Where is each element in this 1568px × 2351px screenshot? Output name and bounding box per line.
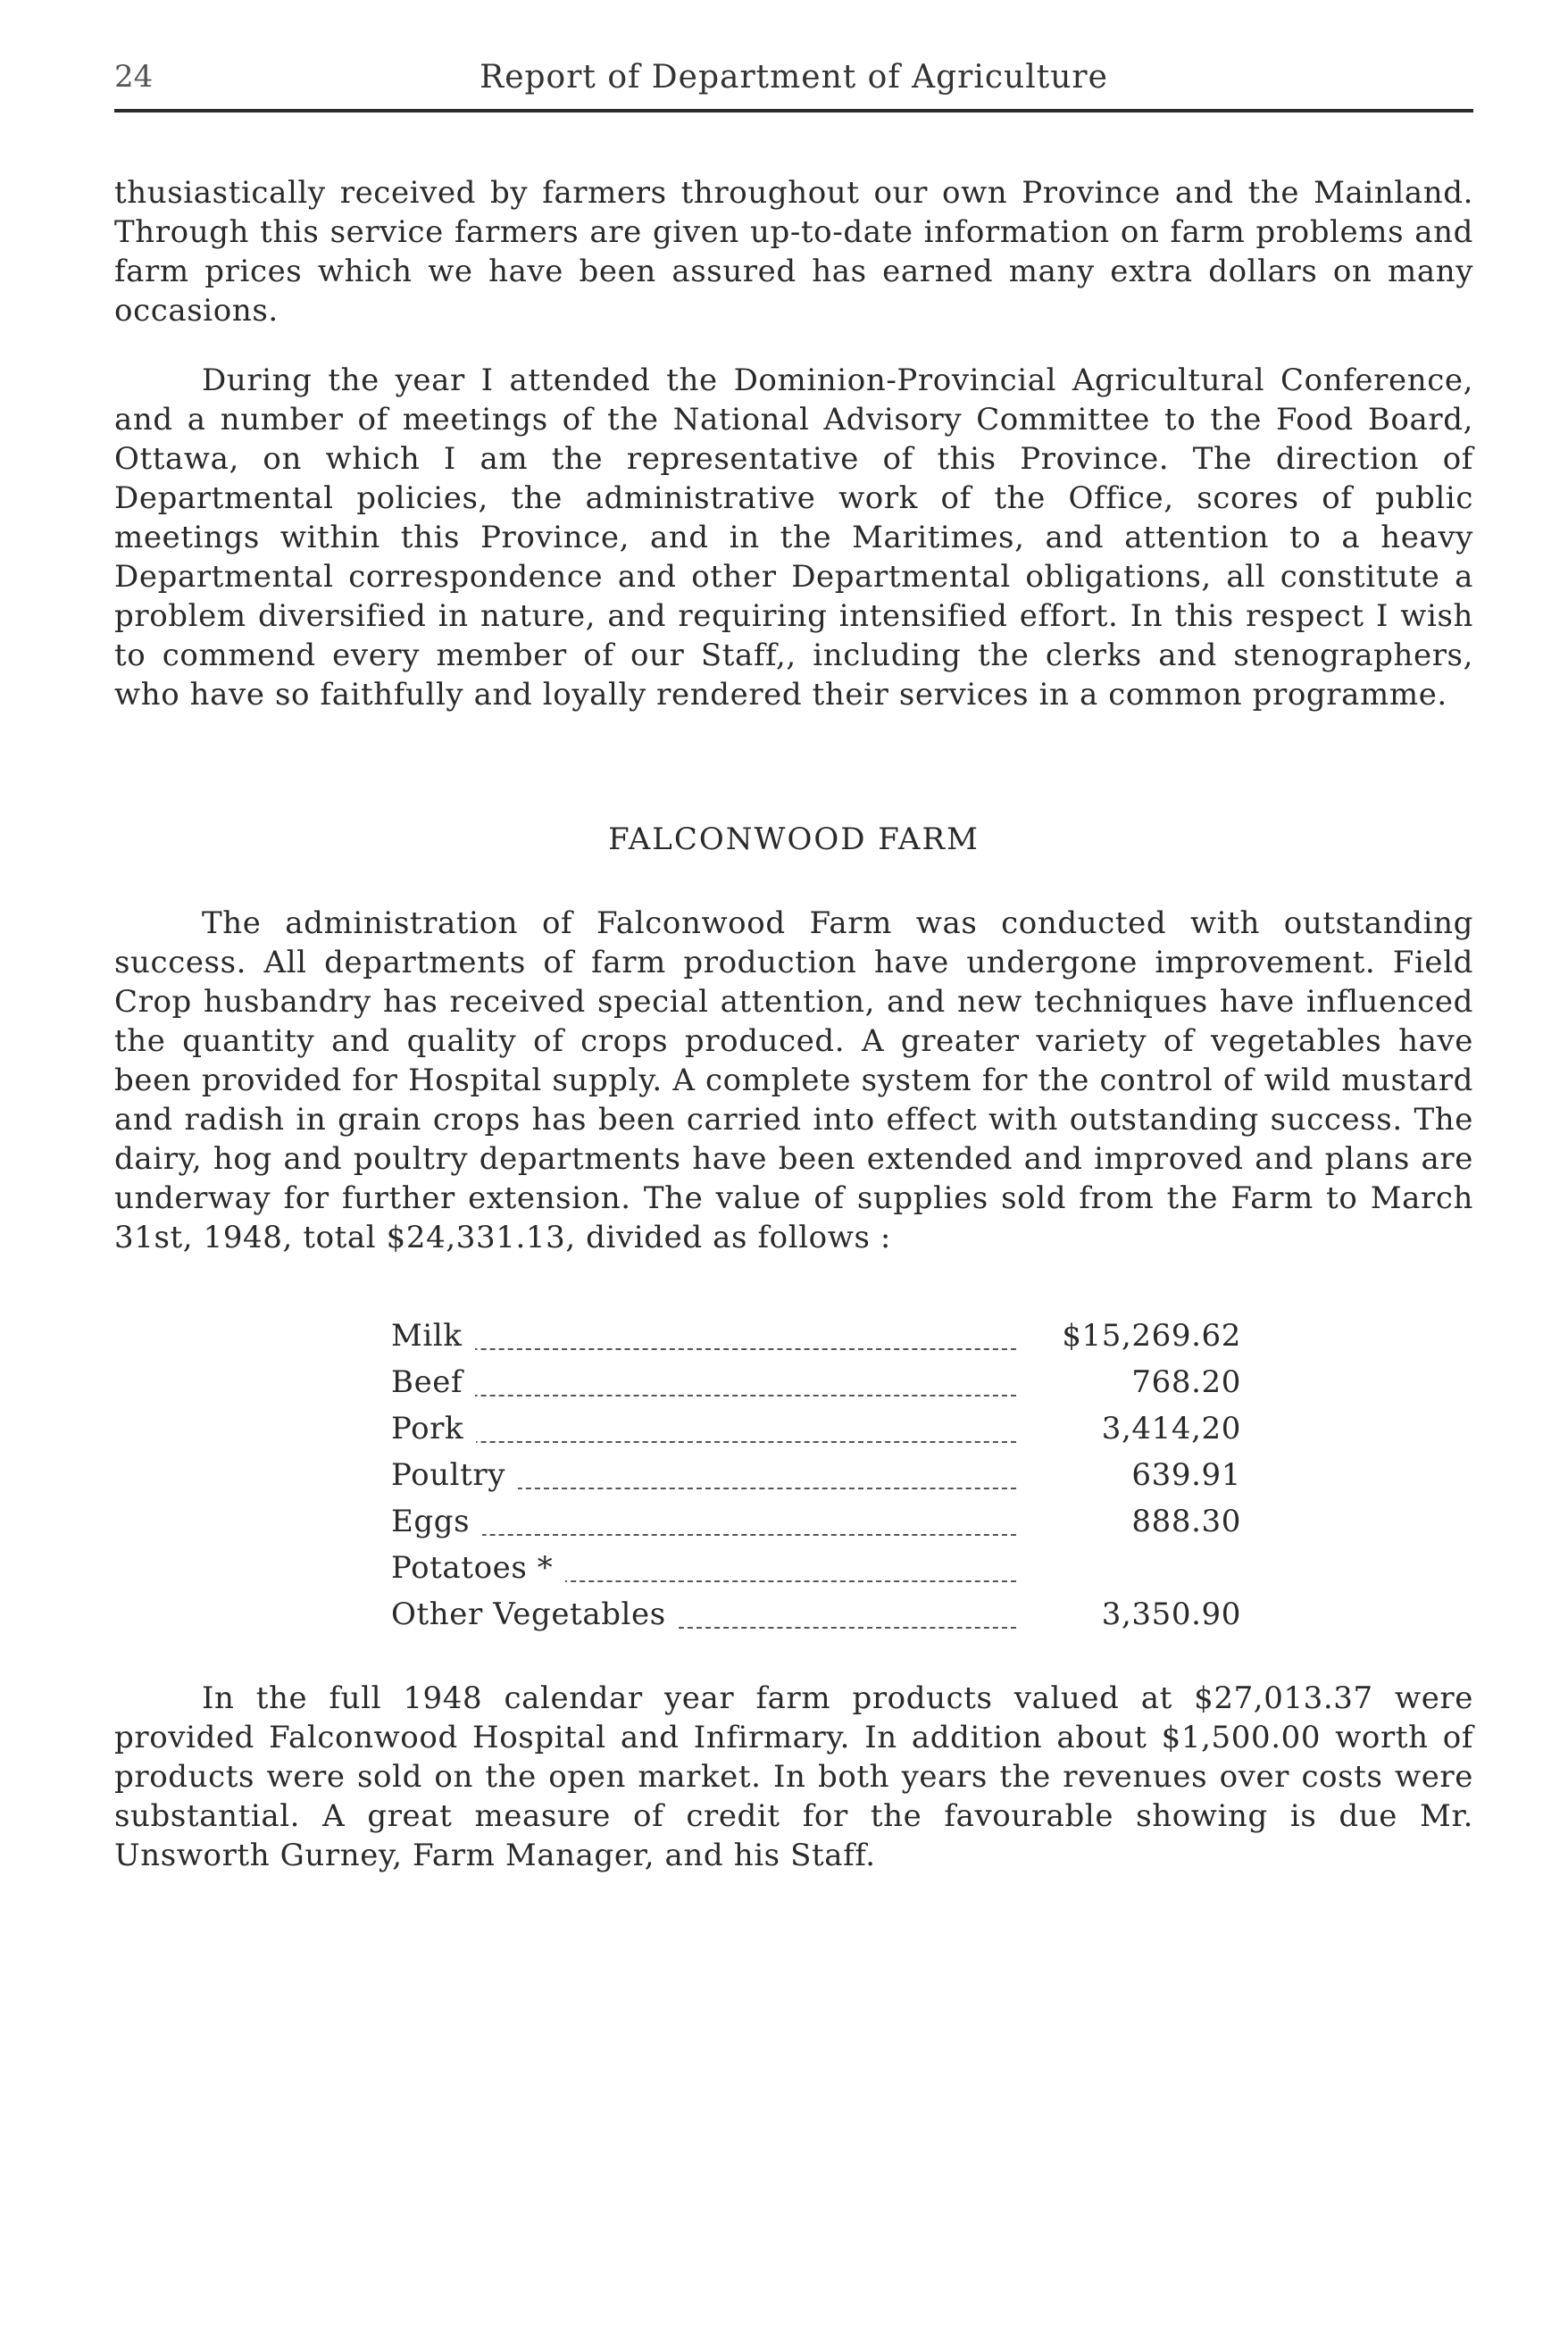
table-row: [391, 1550, 1241, 1597]
paragraph-continued: [114, 173, 1473, 330]
item-amount: 888.30: [1131, 1504, 1241, 1539]
dot-leader: [391, 1441, 1016, 1443]
item-amount: 3,414,20: [1101, 1411, 1241, 1446]
item-label: Milk: [391, 1318, 475, 1354]
table-row: [391, 1364, 1241, 1411]
table-row: [391, 1597, 1241, 1643]
page-number: 24: [114, 59, 154, 95]
dot-leader: [391, 1395, 1016, 1396]
item-label: Eggs: [391, 1504, 482, 1539]
paragraph-calendar-year: [114, 1679, 1473, 1875]
section-heading: FALCONWOOD FARM: [608, 821, 980, 857]
item-label: Potatoes *: [391, 1550, 565, 1586]
table-row: [391, 1457, 1241, 1504]
running-head: Report of Department of Agriculture: [480, 59, 1108, 96]
page-header: [114, 55, 1473, 109]
item-amount: 3,350.90: [1101, 1597, 1241, 1632]
header-rule: [114, 109, 1473, 113]
table-row: [391, 1318, 1241, 1364]
paragraph-falconwood: [114, 904, 1473, 1257]
supplies-table: [391, 1318, 1241, 1643]
paragraph-conference: [114, 361, 1473, 714]
item-amount: 639.91: [1131, 1457, 1241, 1493]
dot-leader: [391, 1348, 1016, 1350]
paragraph-text: thusiastically received by farmers throughout our own Province and the Mainland. Through this service farmers are given up-to-date information on farm problems and farm prices which we have been assured has earned many extra dollars on many occasions.: [114, 175, 1473, 329]
dot-leader: [391, 1534, 1016, 1536]
paragraph-text: In the full 1948 calendar year farm products valued at $27,013.37 were provided Falconwood Hospital and Infirmary. In addition about $1,500.00 worth of products were sold on the open market. In both years the revenues over costs were substantial. A great measure of credit for the favourable showing is due Mr. Unsworth Gurney, Farm Manager, and his Staff.: [114, 1680, 1473, 1873]
item-amount: 768.20: [1131, 1364, 1241, 1400]
item-label: Other Vegetables: [391, 1597, 679, 1632]
paragraph-text: During the year I attended the Dominion-Provincial Agricultural Conference, and a number of meetings of the National Advisory Committee to the Food Board, Ottawa, on which I am the representative of this Province. The direction of Departmental policies, the administrative work of the Office, scores of public meetings within this Province, and in the Maritimes, and attention to a heavy Departmental correspondence and other Departmental obligations, all constitute a problem diversified in nature, and requiring intensified effort. In this respect I wish to commend every member of our Staff,, including the clerks and stenographers, who have so faithfully and loyally rendered their services in a common programme.: [114, 363, 1473, 713]
paragraph-text: The administration of Falconwood Farm was conducted with outstanding success. All departments of farm production have undergone improvement. Field Crop husbandry has received special attention, and new techniques have influenced the quantity and quality of crops produced. A greater variety of vegetables have been provided for Hospital supply. A complete system for the control of wild mustard and radish in grain crops has been carried into effect with outstanding success. The dairy, hog and poultry departments have been extended and improved and plans are underway for further extension. The value of supplies sold from the Farm to March 31st, 1948, total $24,331.13, divided as follows :: [114, 905, 1473, 1255]
item-label: Beef: [391, 1364, 475, 1400]
table-row: [391, 1411, 1241, 1457]
item-label: Pork: [391, 1411, 476, 1446]
table-row: [391, 1504, 1241, 1550]
item-label: Poultry: [391, 1457, 518, 1493]
item-amount: $15,269.62: [1062, 1318, 1241, 1354]
